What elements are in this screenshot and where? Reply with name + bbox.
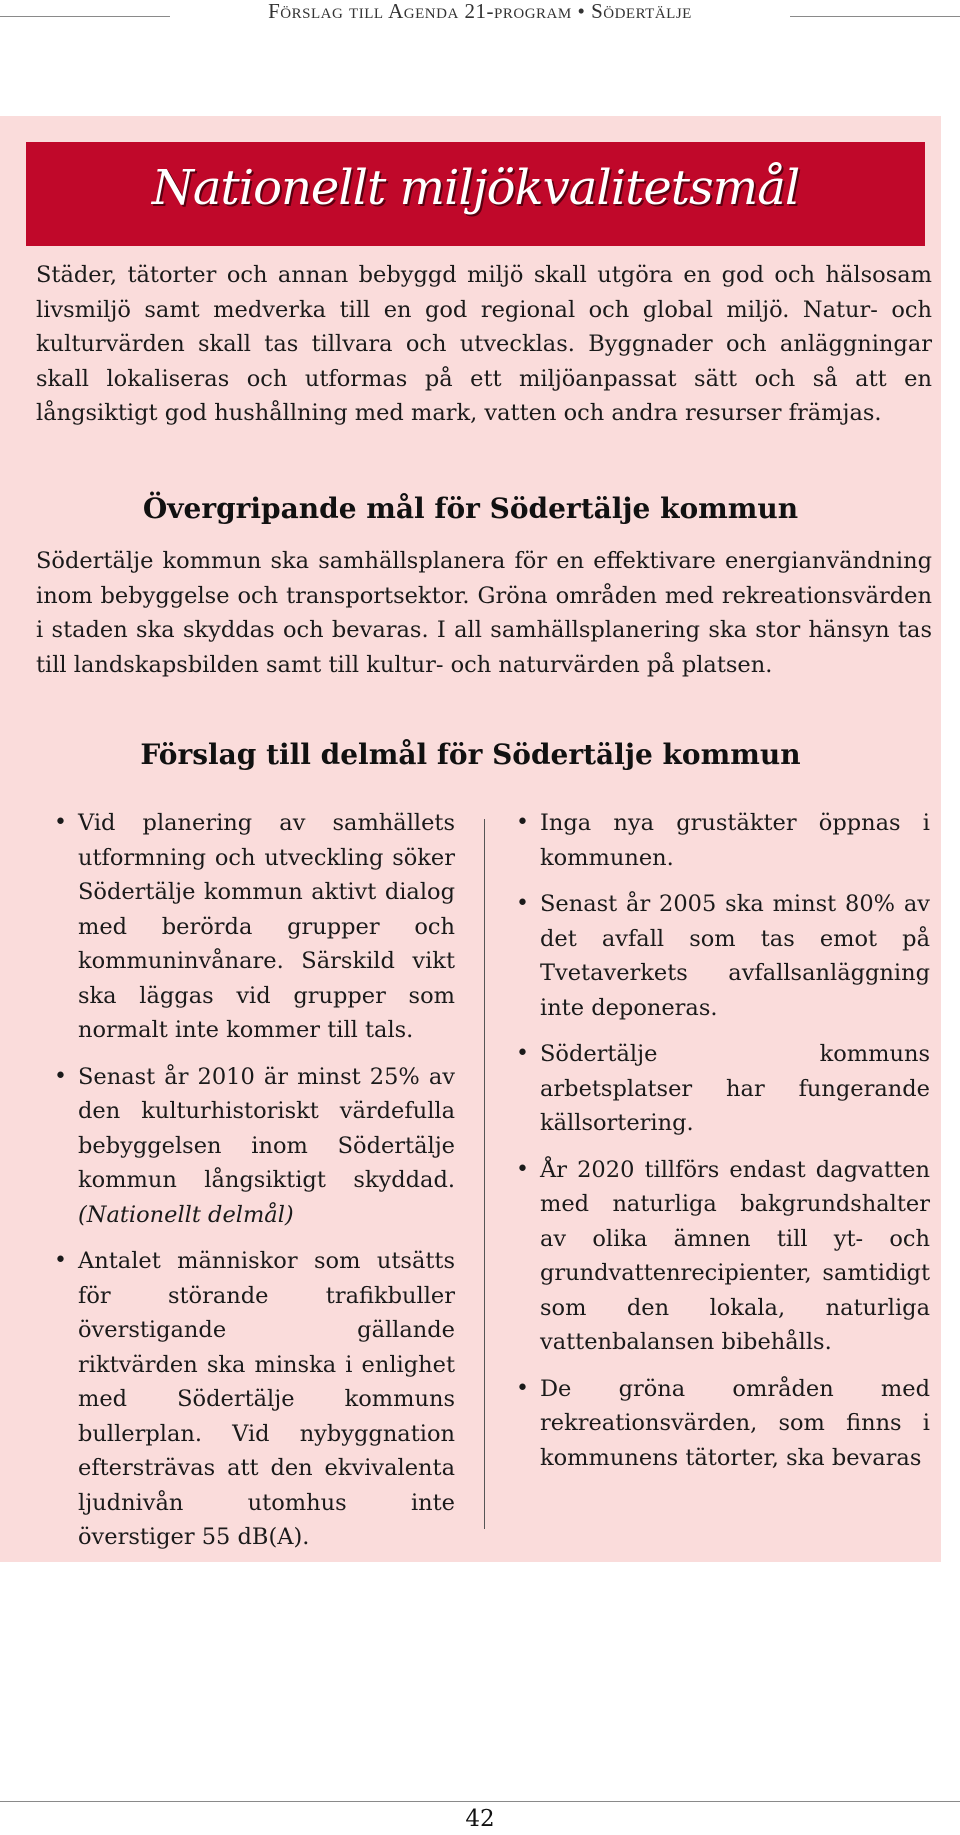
list-item xyxy=(514,887,930,1025)
list-item-text: Södertälje kommuns arbetsplatser har fungerande källsortering. xyxy=(540,1041,930,1136)
banner-title: Nationellt miljökvalitetsmål xyxy=(151,160,800,216)
list-item xyxy=(514,806,930,875)
bullet-icon: • xyxy=(54,1248,67,1273)
bullet-icon: • xyxy=(54,810,67,835)
list-item-text: De gröna områden med rekreationsvärden, som finns i kommunens tätorter, ska bevaras xyxy=(540,1375,930,1471)
running-header xyxy=(0,0,960,22)
list-item xyxy=(514,1372,930,1476)
content-panel xyxy=(0,116,941,1562)
list-item xyxy=(52,1244,455,1555)
list-item-text: Antalet människor som utsätts för störande trafikbuller överstigande gällande riktvärden ska minska i enlighet med Södertälje kommuns bullerplan. Vid nybyggnation eftersträvas att den ekvivalenta ljudnivån utomhus inte överstiger 55 dB(A). xyxy=(78,1248,455,1550)
bullet-icon: • xyxy=(516,891,529,916)
bullet-icon: • xyxy=(516,1156,529,1182)
title-banner xyxy=(26,142,925,246)
list-item xyxy=(52,1060,455,1233)
bullet-icon: • xyxy=(516,1041,529,1066)
overall-goals-paragraph: Södertälje kommun ska samhällsplanera för en effektivare energianvändning inom bebyggelse och transportsektor. Gröna områden med rekreationsvärden i staden ska skyddas och bevaras. I all samhällsplanering ska stor hänsyn tas till landskapsbilden samt till kultur- och naturvärden på platsen. xyxy=(36,548,932,678)
list-item xyxy=(514,1153,930,1360)
bullet-icon: • xyxy=(516,1375,529,1401)
bullet-icon: • xyxy=(516,810,529,835)
intro-paragraph: Städer, tätorter och annan bebyggd miljö skall utgöra en god och hälsosam livsmiljö samt medverka till en god regional och global miljö. Natur- och kulturvärden skall tas tillvara och utvecklas. Byggnader och anläggningar skall lokaliseras och utformas på ett miljöanpassat sätt och så att en långsiktigt god hushållning med mark, vatten och andra resurser främjas. xyxy=(36,262,932,426)
running-title: Förslag till Agenda 21-program • Södertälje xyxy=(262,0,698,23)
proposals-heading: Förslag till delmål för Södertälje kommun xyxy=(140,738,801,771)
footer-rule xyxy=(0,1801,960,1802)
list-item-note: (Nationellt delmål) xyxy=(78,1201,294,1228)
column-divider xyxy=(484,819,485,1529)
proposals-right-column xyxy=(514,806,930,1487)
list-item-text: Senast år 2005 ska minst 80% av det avfall som tas emot på Tvetaverkets avfallsanläggning inte deponeras. xyxy=(540,891,930,1021)
proposals-left-column xyxy=(52,806,455,1567)
list-item xyxy=(52,806,455,1048)
overall-goals-heading: Övergripande mål för Södertälje kommun xyxy=(142,492,799,525)
bullet-icon: • xyxy=(54,1063,67,1089)
list-item-text: År 2020 tillförs endast dagvatten med naturliga bakgrundshalter av olika ämnen till yt- och grundvattenrecipienter, samtidigt som den lokala, naturliga vattenbalansen bibehålls. xyxy=(540,1156,930,1355)
page-number: 42 xyxy=(465,1806,495,1832)
list-item-text: Inga nya grustäkter öppnas i kommunen. xyxy=(540,810,930,871)
list-item-text: Vid planering av samhällets utformning och utveckling söker Södertälje kommun aktivt dialog med berörda grupper och kommuninvånare. Särskild vikt ska läggas vid grupper som normalt inte kommer till tals. xyxy=(78,810,455,1043)
list-item xyxy=(514,1037,930,1141)
list-item-text: Senast år 2010 är minst 25% av den kulturhistoriskt värdefulla bebyggelsen inom Södertälje kommun långsiktigt skyddad. xyxy=(78,1063,455,1193)
